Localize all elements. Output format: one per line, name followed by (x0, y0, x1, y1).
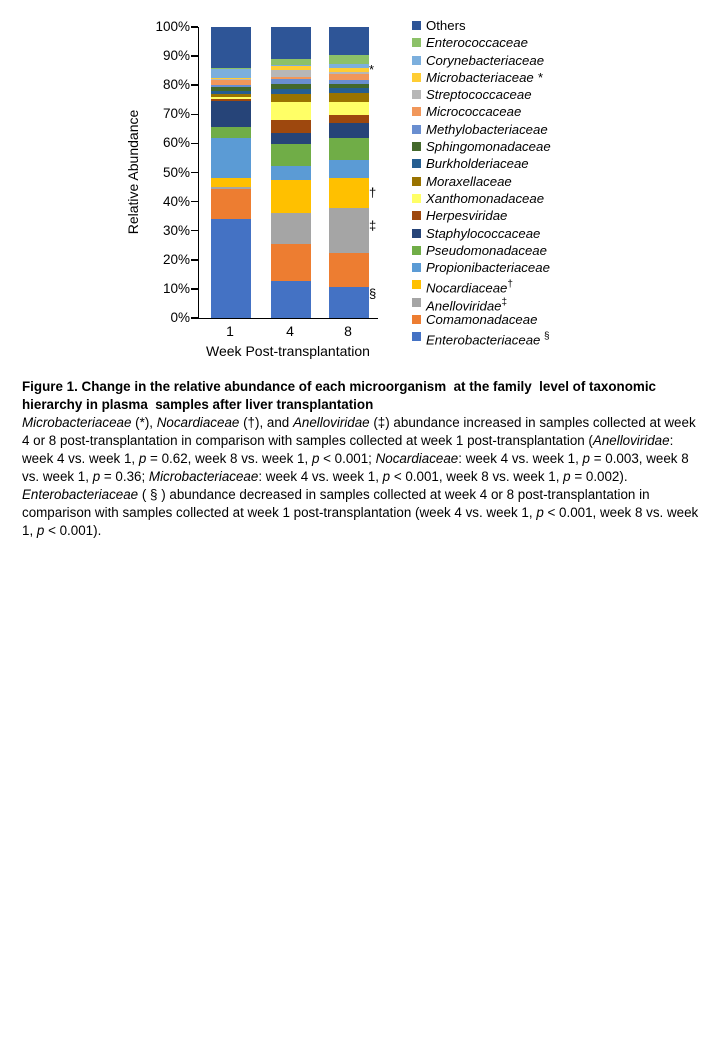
legend-label: Enterococcaceae (426, 35, 528, 51)
legend-item-burkholderiaceae (412, 155, 551, 172)
segment-staphylococcaceae (211, 101, 251, 127)
segment-nocardiaceae (211, 178, 251, 187)
segment-comamonadaceae (329, 253, 369, 286)
y-tick-label: 80% (162, 77, 190, 93)
segment-xanthomonadaceae (329, 102, 369, 115)
segment-anelloviridae (271, 213, 311, 244)
y-tick-label: 10% (162, 280, 190, 296)
y-tick-mark (191, 317, 198, 319)
legend-item-propionibacteriaceae (412, 259, 551, 276)
x-tick-label: 4 (286, 323, 294, 339)
caption-italic-term: p (536, 504, 544, 520)
legend-label: Herpesviridae (426, 208, 508, 224)
segment-propionibacteriaceae (211, 138, 251, 179)
caption-text: = 0.36; (100, 468, 149, 484)
legend-label: Burkholderiaceae (426, 156, 529, 172)
legend-marker: ‡ (501, 296, 508, 308)
caption-italic-term: p (563, 468, 571, 484)
y-tick-label: 20% (162, 251, 190, 267)
segment-enterobacteriaceae (329, 287, 369, 318)
legend-item-methylobacteriaceae (412, 121, 551, 138)
y-tick-mark (191, 172, 198, 174)
legend-item-corynebacteriaceae (412, 52, 551, 69)
segment-xanthomonadaceae (271, 102, 311, 120)
legend-marker: § (544, 331, 550, 343)
marker-asterisk: * (369, 62, 375, 78)
legend-item-enterobacteriaceae (412, 328, 551, 348)
legend-item-anelloviridae (412, 294, 551, 314)
segment-micrococcaceae (329, 74, 369, 81)
legend-item-micrococcaceae (412, 103, 551, 120)
y-tick-label: 40% (162, 193, 190, 209)
segment-comamonadaceae (211, 189, 251, 220)
legend-marker: † (507, 279, 513, 291)
legend-item-pseudomonadaceae (412, 242, 551, 259)
segment-enterococcaceae (271, 59, 311, 66)
caption-text: : week 4 vs. week 1, (258, 468, 383, 484)
legend-label: Anelloviridae‡ (426, 296, 508, 314)
legend-swatch-methylobacteriaceae (412, 125, 421, 134)
legend-swatch-propionibacteriaceae (412, 263, 421, 272)
y-axis-title: Relative Abundance (125, 109, 141, 235)
caption-italic-term: Anelloviridae (592, 432, 670, 448)
x-tick-label: 8 (344, 323, 352, 339)
legend-swatch-sphingomonadaceae (412, 142, 421, 151)
legend-label: Pseudomonadaceae (426, 242, 547, 258)
legend-item-herpesviridae (412, 207, 551, 224)
caption-text: = 0.62, week 8 vs. week 1, (146, 450, 312, 466)
caption-text: : week 4 vs. week 1, (22, 432, 674, 466)
caption-italic-term: p (36, 522, 45, 538)
segment-propionibacteriaceae (329, 160, 369, 178)
y-tick-mark (191, 55, 198, 57)
caption-text: = 0.003, week 8 vs. week 1, (22, 450, 689, 484)
segment-enterobacteriaceae (271, 281, 311, 318)
legend-label: Xanthomonadaceae (426, 190, 545, 206)
caption-text: < 0.001, week 8 vs. week 1, (390, 468, 564, 484)
legend-label: Moraxellaceae (426, 173, 512, 189)
caption-text: < 0.001, week 8 vs. week 1, (22, 504, 699, 538)
x-axis-title: Week Post-transplantation (206, 343, 370, 359)
marker-section: § (369, 286, 377, 302)
legend-item-others (412, 17, 551, 34)
segment-others (271, 27, 311, 58)
plot-area (198, 27, 378, 319)
y-tick-label: 30% (162, 222, 190, 238)
segment-enterococcaceae (329, 55, 369, 64)
segment-herpesviridae (271, 120, 311, 133)
caption-text: ( § ) abundance decreased in samples collected at week 4 or 8 post-transplantation in comparison with samples collected at week 1 post-transplantation (week 4 vs. week 1, (22, 486, 650, 520)
y-tick-mark (191, 143, 198, 145)
caption-italic-term: Microbacteriaceae (148, 468, 259, 484)
y-tick-label: 0% (170, 310, 190, 325)
y-tick-label: 90% (162, 48, 190, 64)
caption-text: < 0.001; (319, 450, 376, 466)
y-tick-mark (191, 230, 198, 232)
y-tick-label: 60% (162, 135, 190, 151)
segment-pseudomonadaceae (329, 138, 369, 160)
legend-label: Others (426, 18, 466, 33)
caption-italic-term: Microbacteriaceae (22, 414, 132, 430)
segment-nocardiaceae (271, 180, 311, 213)
segment-moraxellaceae (271, 94, 311, 102)
segment-moraxellaceae (329, 93, 369, 101)
legend-item-sphingomonadaceae (412, 138, 551, 155)
legend-swatch-microbacteriaceae (412, 73, 421, 82)
segment-nocardiaceae (329, 178, 369, 208)
legend-swatch-moraxellaceae (412, 177, 421, 186)
legend-item-moraxellaceae (412, 173, 551, 190)
segment-corynebacteriaceae (211, 69, 251, 78)
legend-label: Microbacteriaceae * (426, 69, 543, 85)
y-tick-mark (191, 114, 198, 116)
segment-staphylococcaceae (271, 133, 311, 144)
legend-item-staphylococcaceae (412, 225, 551, 242)
caption-italic-term: Nocardiaceae (375, 450, 459, 466)
y-tick-mark (191, 288, 198, 290)
y-tick-label: 100% (155, 19, 190, 34)
legend-item-nocardiaceae (412, 276, 551, 296)
chart-legend (412, 17, 551, 346)
legend-item-enterococcaceae (412, 34, 551, 51)
y-tick-mark (191, 259, 198, 261)
y-tick-mark (191, 26, 198, 28)
legend-swatch-others (412, 21, 421, 30)
legend-swatch-staphylococcaceae (412, 229, 421, 238)
legend-swatch-burkholderiaceae (412, 159, 421, 168)
legend-label: Staphylococcaceae (426, 225, 541, 241)
caption-text: < 0.001). (44, 522, 102, 538)
legend-swatch-enterobacteriaceae (412, 332, 421, 341)
y-tick-mark (191, 84, 198, 86)
legend-swatch-comamonadaceae (412, 315, 421, 324)
legend-label: Sphingomonadaceae (426, 139, 551, 155)
segment-propionibacteriaceae (271, 166, 311, 180)
legend-label: Streptococcaceae (426, 87, 532, 103)
caption-italic-term: p (92, 468, 101, 484)
segment-others (211, 27, 251, 68)
segment-streptococcaceae (271, 70, 311, 77)
stacked-bar-chart (0, 0, 720, 372)
legend-item-streptococcaceae (412, 86, 551, 103)
segment-herpesviridae (329, 115, 369, 123)
y-tick-mark (191, 201, 198, 203)
legend-item-comamonadaceae (412, 311, 551, 328)
caption-text: (‡) abundance increased in samples collected at week 4 or 8 post-transplantation in comparison with samples collected at week 1 post-transplantation ( (22, 414, 696, 448)
caption-italic-term: Enterobacteriaceae (22, 486, 139, 502)
caption-italic-term: p (311, 450, 320, 466)
legend-label: Propionibacteriaceae (426, 260, 550, 276)
bar-week-1 (211, 27, 251, 318)
bar-week-4 (271, 27, 311, 318)
legend-swatch-corynebacteriaceae (412, 56, 421, 65)
caption-italic-term: p (582, 450, 590, 466)
legend-swatch-streptococcaceae (412, 90, 421, 99)
y-tick-label: 50% (162, 164, 190, 180)
caption-italic-term: p (382, 468, 391, 484)
segment-pseudomonadaceae (271, 144, 311, 166)
legend-swatch-anelloviridae (412, 298, 421, 307)
legend-swatch-pseudomonadaceae (412, 246, 421, 255)
segment-enterobacteriaceae (211, 219, 251, 318)
legend-swatch-nocardiaceae (412, 280, 421, 289)
segment-others (329, 27, 369, 55)
marker-double-dagger: ‡ (369, 218, 377, 234)
caption-text: (*), (131, 414, 157, 430)
legend-label: Enterobacteriaceae § (426, 331, 550, 348)
segment-staphylococcaceae (329, 123, 369, 138)
y-tick-label: 70% (162, 106, 190, 122)
legend-label: Micrococcaceae (426, 104, 522, 120)
legend-swatch-enterococcaceae (412, 38, 421, 47)
legend-swatch-micrococcaceae (412, 107, 421, 116)
caption-text: : week 4 vs. week 1, (458, 450, 583, 466)
figure-caption (22, 378, 702, 540)
legend-label: Nocardiaceae† (426, 279, 513, 296)
legend-swatch-herpesviridae (412, 211, 421, 220)
figure-caption-body (22, 414, 702, 540)
caption-italic-term: Nocardiaceae (156, 414, 240, 430)
legend-label: Corynebacteriaceae (426, 52, 545, 68)
segment-pseudomonadaceae (211, 127, 251, 137)
caption-italic-term: Anelloviridae (292, 414, 370, 430)
legend-item-microbacteriaceae (412, 69, 551, 86)
legend-label: Methylobacteriaceae (426, 121, 548, 137)
segment-anelloviridae (329, 208, 369, 253)
marker-dagger: † (369, 184, 377, 200)
legend-swatch-xanthomonadaceae (412, 194, 421, 203)
caption-text: = 0.002). (570, 468, 628, 484)
x-tick-label: 1 (226, 323, 234, 339)
segment-comamonadaceae (271, 244, 311, 280)
legend-item-xanthomonadaceae (412, 190, 551, 207)
caption-text: (†), and (239, 414, 293, 430)
bar-week-8 (329, 27, 369, 318)
figure-caption-title: Figure 1. Change in the relative abundance of each microorganism at the family level of taxonomic hierarchy in plasma samples after liver transplantation (22, 379, 660, 412)
legend-label: Comamonadaceae (426, 312, 538, 328)
caption-italic-term: p (138, 450, 147, 466)
